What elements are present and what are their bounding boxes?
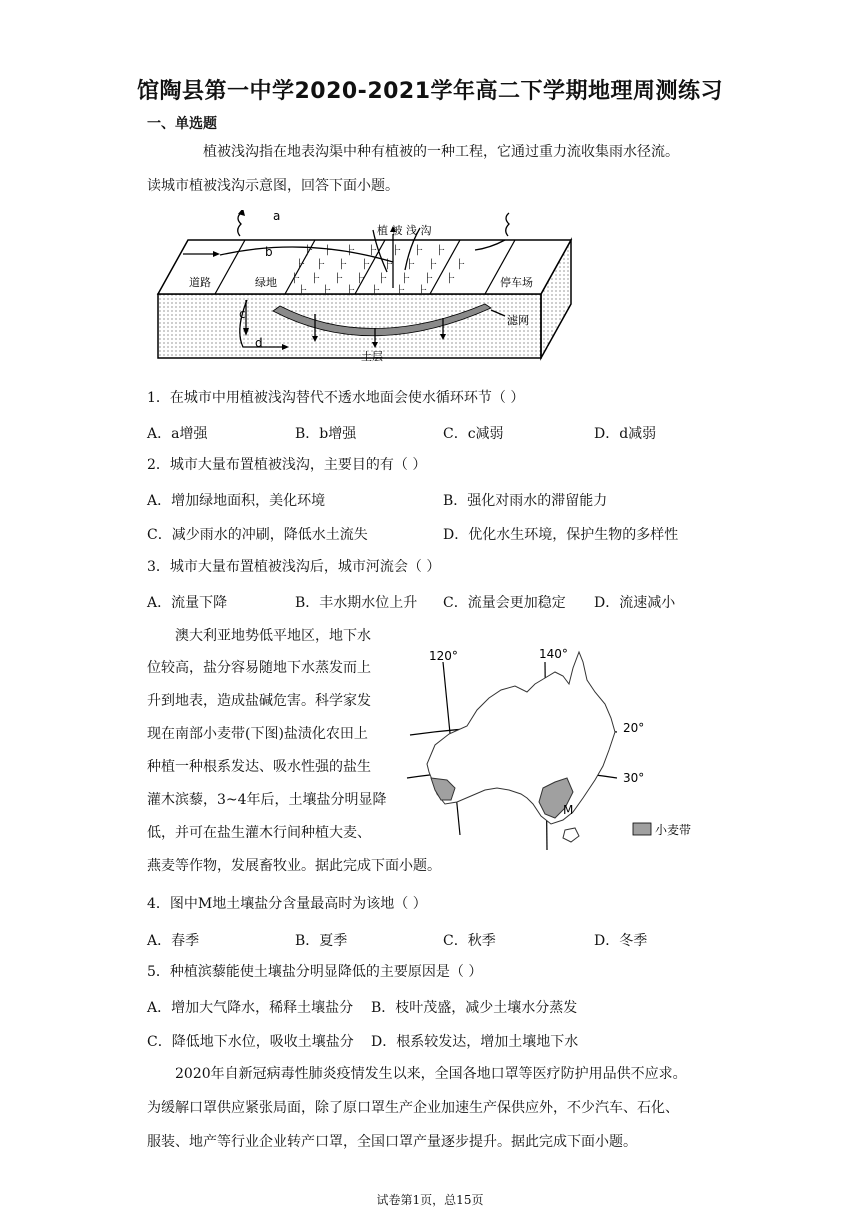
svg-text:⺊: ⺊: [427, 258, 438, 271]
label-a: a: [273, 210, 281, 223]
svg-text:⺊: ⺊: [383, 258, 394, 271]
label-m: M: [563, 803, 574, 817]
intro2-line3: 升到地表，造成盐碱危害。科学家发: [147, 693, 371, 709]
q3-option-b[interactable]: B．丰水期水位上升: [295, 595, 418, 611]
svg-text:⺊: ⺊: [290, 272, 301, 285]
label-swale: 植 被 浅 沟: [377, 224, 432, 237]
q1-option-b[interactable]: B．b增强: [295, 426, 357, 442]
svg-text:⺊: ⺊: [333, 272, 344, 285]
intro1-line1: 植被浅沟指在地表沟渠中种有植被的一种工程，它通过重力流收集雨水径流。: [203, 144, 679, 160]
australia-coastline: [427, 652, 615, 824]
q2-stem: 2．城市大量布置植被浅沟，主要目的有（ ）: [147, 457, 427, 473]
svg-text:⺊: ⺊: [455, 258, 466, 271]
label-20: 20°: [623, 721, 645, 735]
q2-option-c[interactable]: C．减少雨水的冲刷，降低水土流失: [147, 527, 368, 543]
intro2-line1: 澳大利亚地势低平地区，地下水: [175, 628, 371, 644]
q3-option-d[interactable]: D．流速减小: [594, 595, 676, 611]
intro3-line2: 为缓解口罩供应紧张局面，除了原口罩生产企业加速生产保供应外，不少汽车、石化、: [147, 1100, 679, 1116]
q3-stem: 3．城市大量布置植被浅沟后，城市河流会（ ）: [147, 559, 441, 575]
q1-option-c[interactable]: C．c减弱: [443, 426, 504, 442]
page-footer: 试卷第1页，总15页: [376, 1193, 484, 1207]
page-title: 馆陶县第一中学2020-2021学年高二下学期地理周测练习: [136, 79, 724, 104]
q4-option-c[interactable]: C．秋季: [443, 933, 496, 949]
label-30: 30°: [623, 771, 645, 785]
q3-option-c[interactable]: C．流量会更加稳定: [443, 595, 566, 611]
svg-text:⺊: ⺊: [310, 272, 321, 285]
svg-text:⺊: ⺊: [370, 284, 381, 297]
q4-option-b[interactable]: B．夏季: [295, 933, 348, 949]
label-d: d: [255, 336, 263, 350]
q3-option-a[interactable]: A．流量下降: [147, 595, 228, 611]
svg-text:⺊: ⺊: [391, 244, 402, 257]
q5-option-a[interactable]: A．增加大气降水，稀释土壤盐分: [147, 1000, 354, 1016]
label-140: 140°: [539, 647, 568, 661]
label-soil: 土层: [361, 350, 383, 363]
australia-map: [405, 640, 705, 860]
soil-block-front: [158, 294, 541, 358]
svg-text:⺊: ⺊: [297, 284, 308, 297]
svg-text:⺊: ⺊: [405, 258, 416, 271]
intro2-line2: 位较高，盐分容易随地下水蒸发而上: [147, 660, 371, 676]
swale-diagram: [155, 210, 575, 370]
q4-option-a[interactable]: A．春季: [147, 933, 200, 949]
q2-option-a[interactable]: A．增加绿地面积，美化环境: [147, 493, 326, 509]
intro3-line1: 2020年自新冠病毒性肺炎疫情发生以来，全国各地口罩等医疗防护用品供不应求。: [175, 1066, 687, 1082]
label-b: b: [265, 245, 273, 259]
svg-text:⺊: ⺊: [315, 258, 326, 271]
legend-label: 小麦带: [655, 823, 692, 837]
label-c: c: [239, 307, 246, 321]
q2-option-b[interactable]: B．强化对雨水的滞留能力: [443, 493, 608, 509]
label-parking: 停车场: [500, 276, 533, 289]
svg-text:⺊: ⺊: [367, 244, 378, 257]
q1-option-d[interactable]: D．d减弱: [594, 426, 657, 442]
q2-option-d[interactable]: D．优化水生环境，保护生物的多样性: [443, 527, 679, 543]
svg-text:⺊: ⺊: [423, 272, 434, 285]
tasmania: [563, 828, 579, 842]
q4-option-d[interactable]: D．冬季: [594, 933, 648, 949]
svg-text:⺊: ⺊: [355, 272, 366, 285]
svg-text:⺊: ⺊: [337, 258, 348, 271]
section-heading: 一、单选题: [147, 116, 217, 132]
intro2-line5: 种植一种根系发达、吸水性强的盐生: [147, 759, 371, 775]
svg-text:⺊: ⺊: [360, 258, 371, 271]
q5-option-b[interactable]: B．枝叶茂盛，减少土壤水分蒸发: [371, 1000, 578, 1016]
svg-text:⺊: ⺊: [303, 244, 314, 257]
intro2-line7: 低，并可在盐生灌木行间种植大麦、: [147, 825, 371, 841]
svg-text:⺊: ⺊: [345, 244, 356, 257]
svg-text:⺊: ⺊: [295, 258, 306, 271]
q5-stem: 5．种植滨藜能使土壤盐分明显降低的主要原因是（ ）: [147, 964, 483, 980]
intro3-line3: 服装、地产等行业企业转产口罩，全国口罩产量逐步提升。据此完成下面小题。: [147, 1134, 637, 1150]
svg-text:⺊: ⺊: [435, 244, 446, 257]
svg-text:⺊: ⺊: [417, 284, 428, 297]
q5-option-d[interactable]: D．根系较发达，增加土壤地下水: [371, 1034, 579, 1050]
svg-text:⺊: ⺊: [377, 272, 388, 285]
legend-swatch: [633, 823, 651, 835]
svg-text:⺊: ⺊: [345, 284, 356, 297]
label-road: 道路: [189, 276, 211, 289]
q1-option-a[interactable]: A．a增强: [147, 426, 208, 442]
intro2-line6: 灌木滨藜，3~4年后，土壤盐分明显降: [147, 792, 387, 808]
label-green: 绿地: [255, 276, 277, 289]
svg-text:⺊: ⺊: [395, 284, 406, 297]
intro2-line8: 燕麦等作物，发展畜牧业。据此完成下面小题。: [147, 858, 441, 874]
svg-text:⺊: ⺊: [413, 244, 424, 257]
q4-stem: 4．图中M地土壤盐分含量最高时为该地（ ）: [147, 896, 427, 912]
svg-text:⺊: ⺊: [445, 272, 456, 285]
svg-text:⺊: ⺊: [400, 272, 411, 285]
q5-option-c[interactable]: C．降低地下水位，吸收土壤盐分: [147, 1034, 354, 1050]
label-filter: 滤网: [507, 314, 529, 327]
svg-text:⺊: ⺊: [321, 284, 332, 297]
label-120: 120°: [429, 649, 458, 663]
q1-stem: 1．在城市中用植被浅沟替代不透水地面会使水循环环节（ ）: [147, 390, 525, 406]
intro2-line4: 现在南部小麦带(下图)盐渍化农田上: [147, 726, 368, 742]
intro1-line2: 读城市植被浅沟示意图，回答下面小题。: [147, 178, 399, 194]
svg-text:⺊: ⺊: [323, 244, 334, 257]
